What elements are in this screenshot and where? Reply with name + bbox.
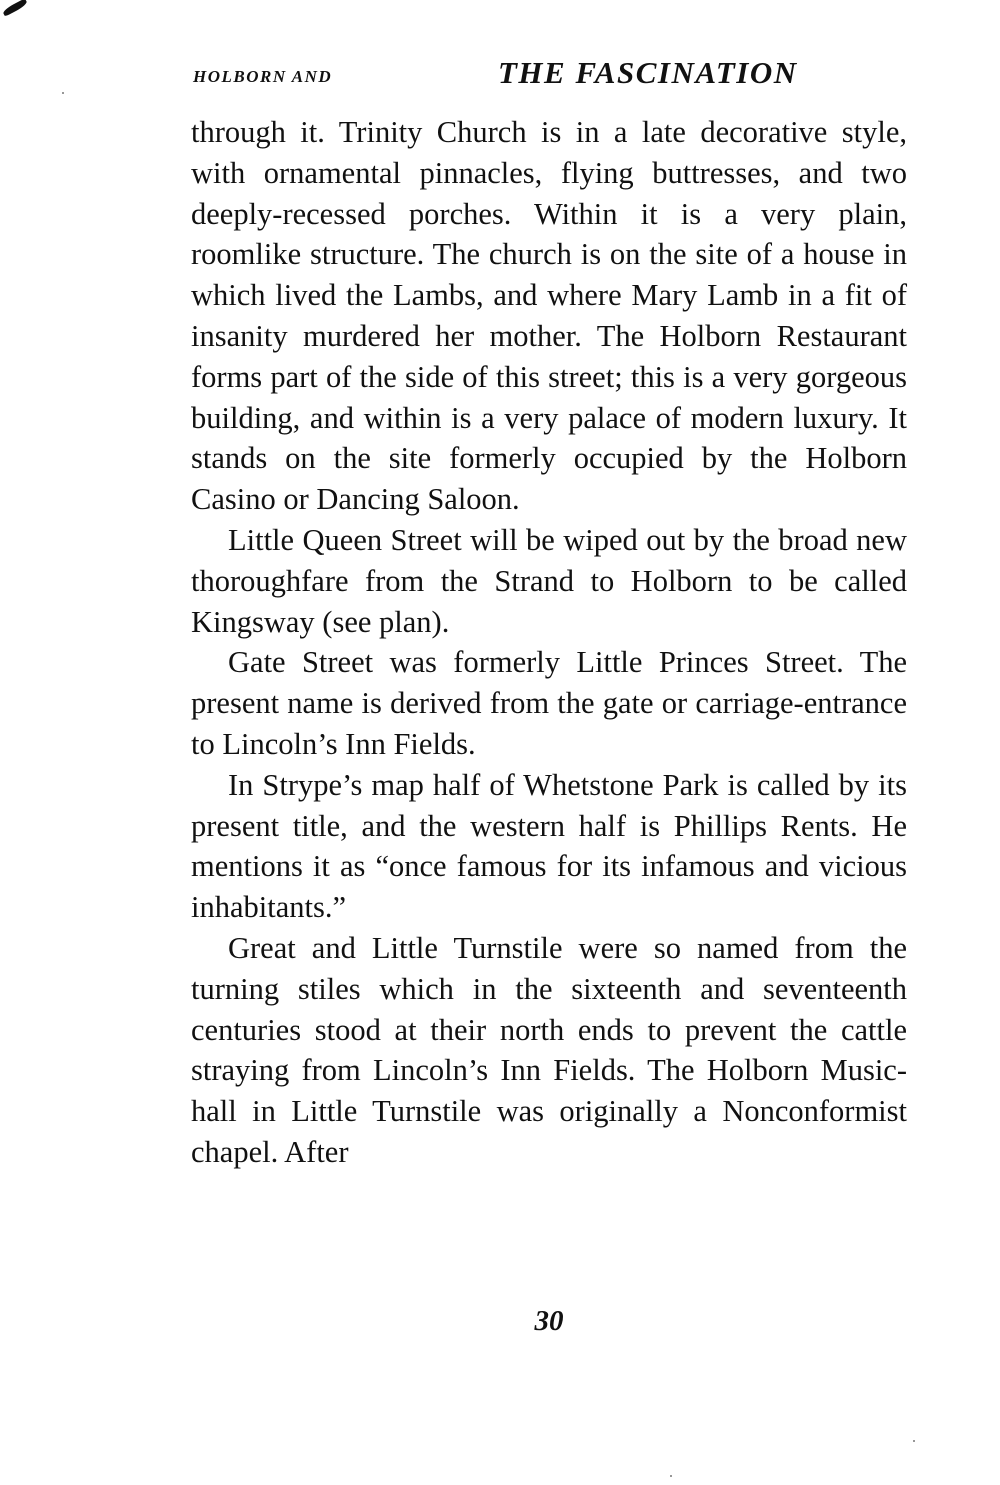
- paragraph: In Strype’s map half of Whetstone Park is called by its present title, and the western half is Phillips Rents. He mentions it as “once famous for its infamous and vicious inhabitants.”: [191, 767, 907, 925]
- scan-speck: [670, 1475, 672, 1477]
- paragraph: Gate Street was formerly Little Princes Street. The present name is derived from the gate or carriage-entrance to Lincoln’s Inn Fields.: [191, 645, 907, 761]
- paragraph: through it. Trinity Church is in a late decorative style, with ornamental pinnacles, flying buttresses, and two deeply-recessed porches. Within it is a very plain, roomlike structure. The church is on the site of a house in which lived the Lambs, and where Mary Lamb in a fit of insanity murdered her mother. The Holborn Restaurant forms part of the side of this street; this is a very gorgeous building, and within is a very palace of modern luxury. It stands on the site formerly occupied by the Holborn Casino or Dancing Saloon.: [191, 115, 907, 517]
- paragraph: Great and Little Turnstile were so named from the turning stiles which in the sixteenth and seventeenth centuries stood at their north ends to prevent the cattle straying from Lincoln’s Inn Fields. The Holborn Music-hall in Little Turnstile was originally a Nonconformist chapel. After: [191, 930, 907, 1169]
- scan-speck: [62, 92, 64, 94]
- page-number: 30: [534, 1305, 564, 1337]
- running-header: [193, 55, 907, 105]
- body-text: [191, 112, 907, 1173]
- paragraph: Little Queen Street will be wiped out by the broad new thoroughfare from the Strand to Holborn to be called Kingsway (see plan).: [191, 522, 907, 639]
- running-header-right: THE FASCINATION: [498, 55, 798, 90]
- scan-speck: [913, 1440, 915, 1442]
- running-header-left: HOLBORN AND: [193, 67, 333, 86]
- scan-ink-mark: [2, 0, 28, 17]
